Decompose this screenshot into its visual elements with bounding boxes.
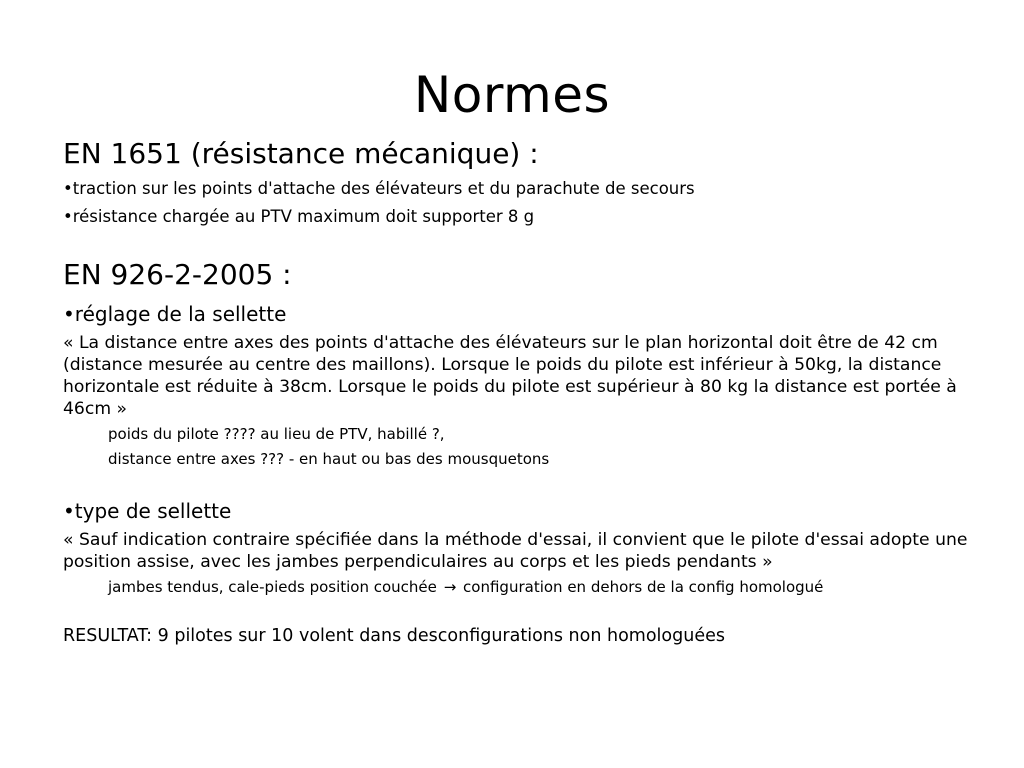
type-quote: « Sauf indication contraire spécifiée dans la méthode d'essai, il convient que le pilote d'essai adopte une position assise, avec les jambes perpendiculaires au corps et les pieds pendants » (63, 530, 968, 572)
reglage-bullet: •réglage de la sellette (63, 302, 287, 326)
result-line: RESULTAT: 9 pilotes sur 10 volent dans desconfigurations non homologuées (63, 626, 725, 646)
arrow-right-icon: → (443, 578, 457, 596)
en1651-bullet-2: •résistance chargée au PTV maximum doit supporter 8 g (63, 207, 535, 226)
type-bullet: •type de sellette (63, 499, 232, 523)
en1651-bullet-1: •traction sur les points d'attache des élévateurs et du parachute de secours (63, 179, 695, 198)
reglage-note-2: distance entre axes ??? - en haut ou bas des mousquetons (108, 450, 550, 468)
en926-heading: EN 926-2-2005 : (63, 258, 292, 291)
en1651-heading: EN 1651 (résistance mécanique) : (63, 137, 539, 170)
slide-title: Normes (413, 66, 611, 124)
type-note-before: jambes tendus, cale-pieds position couchée (108, 578, 437, 596)
type-note-after: configuration en dehors de la config homologué (463, 578, 824, 596)
reglage-note-1: poids du pilote ???? au lieu de PTV, habillé ?, (108, 425, 445, 443)
reglage-quote: « La distance entre axes des points d'attache des élévateurs sur le plan horizontal doit être de 42 cm (distance mesurée au centre des maillons). Lorsque le poids du pilote est inférieur à 50kg, la distance horizontale est réduite à 38cm. Lorsque le poids du pilote est supérieur à 80 kg la distance est portée à 46cm » (63, 333, 957, 419)
type-note (108, 577, 823, 597)
